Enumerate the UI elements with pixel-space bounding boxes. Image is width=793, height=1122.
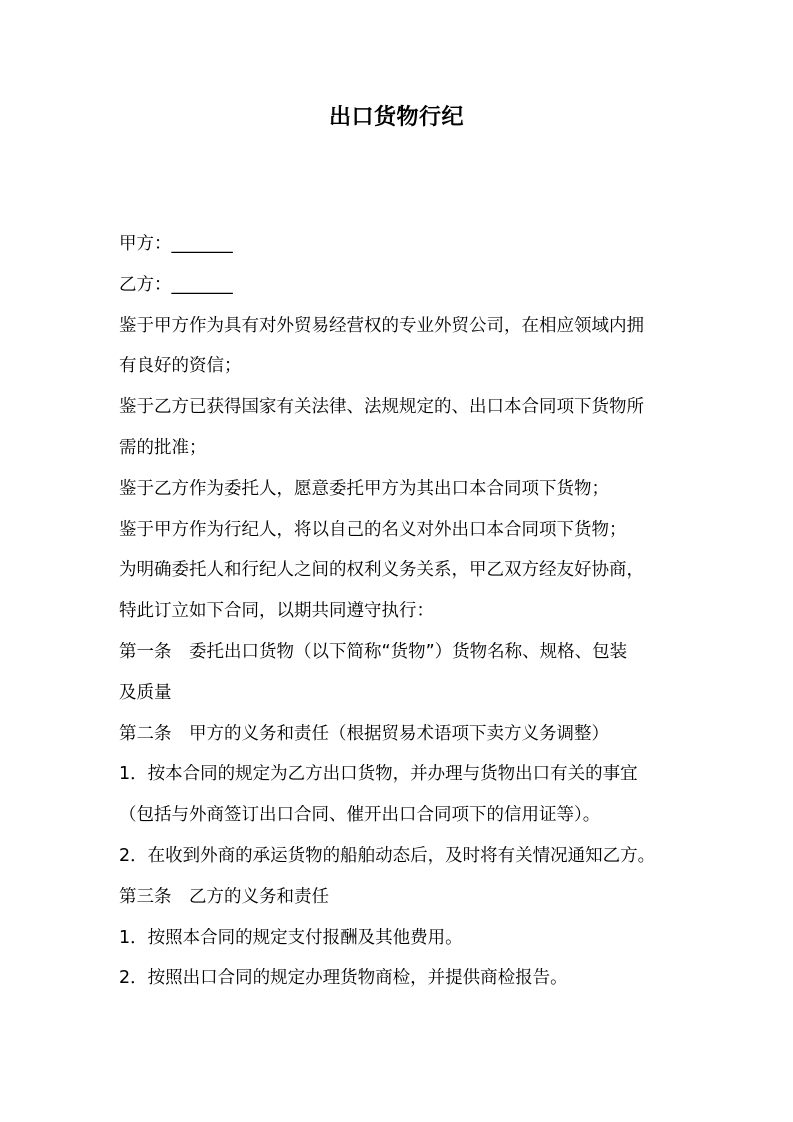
document-body [119,224,679,999]
clause-line: 1．按照本合同的规定支付报酬及其他费用。 [119,927,463,948]
recital-line: 为明确委托人和行纪人之间的权利义务关系，甲乙双方经友好协商， [119,560,644,581]
recital-line: 鉴于甲方作为行纪人，将以自己的名义对外出口本合同项下货物； [119,519,627,540]
clause-line: 2．在收到外商的承运货物的船舶动态后，及时将有关情况通知乙方。 [119,845,656,866]
clause-line: 2．按照出口合同的规定办理货物商检，并提供商检报告。 [119,968,568,989]
clause-line: （包括与外商签订出口合同、催开出口合同项下的信用证等）。 [119,805,601,826]
party-a-line: 甲方：_______ [119,234,233,254]
article-2-heading: 第二条 甲方的义务和责任（根据贸易术语项下卖方义务调整） [119,723,609,744]
clause-line: 1．按本合同的规定为乙方出口货物，并办理与货物出口有关的事宜 [119,764,638,785]
recital-line: 鉴于乙方作为委托人，愿意委托甲方为其出口本合同项下货物； [119,478,609,499]
recital-line: 需的批准； [119,437,207,458]
party-b-line: 乙方：_______ [119,274,233,295]
recital-line: 鉴于乙方已获得国家有关法律、法规规定的、出口本合同项下货物所 [119,397,644,418]
article-3-heading: 第三条 乙方的义务和责任 [119,886,329,907]
document-title: 出口货物行纪 [328,105,464,130]
article-1-heading: 第一条 委托出口货物（以下简称“货物”）货物名称、规格、包装 [119,641,628,662]
recital-line: 有良好的资信； [119,356,242,377]
recital-line: 特此订立如下合同，以期共同遵守执行： [119,601,434,622]
article-1-heading-cont: 及质量 [119,682,172,703]
recital-line: 鉴于甲方作为具有对外贸易经营权的专业外贸公司，在相应领域内拥 [119,315,644,336]
